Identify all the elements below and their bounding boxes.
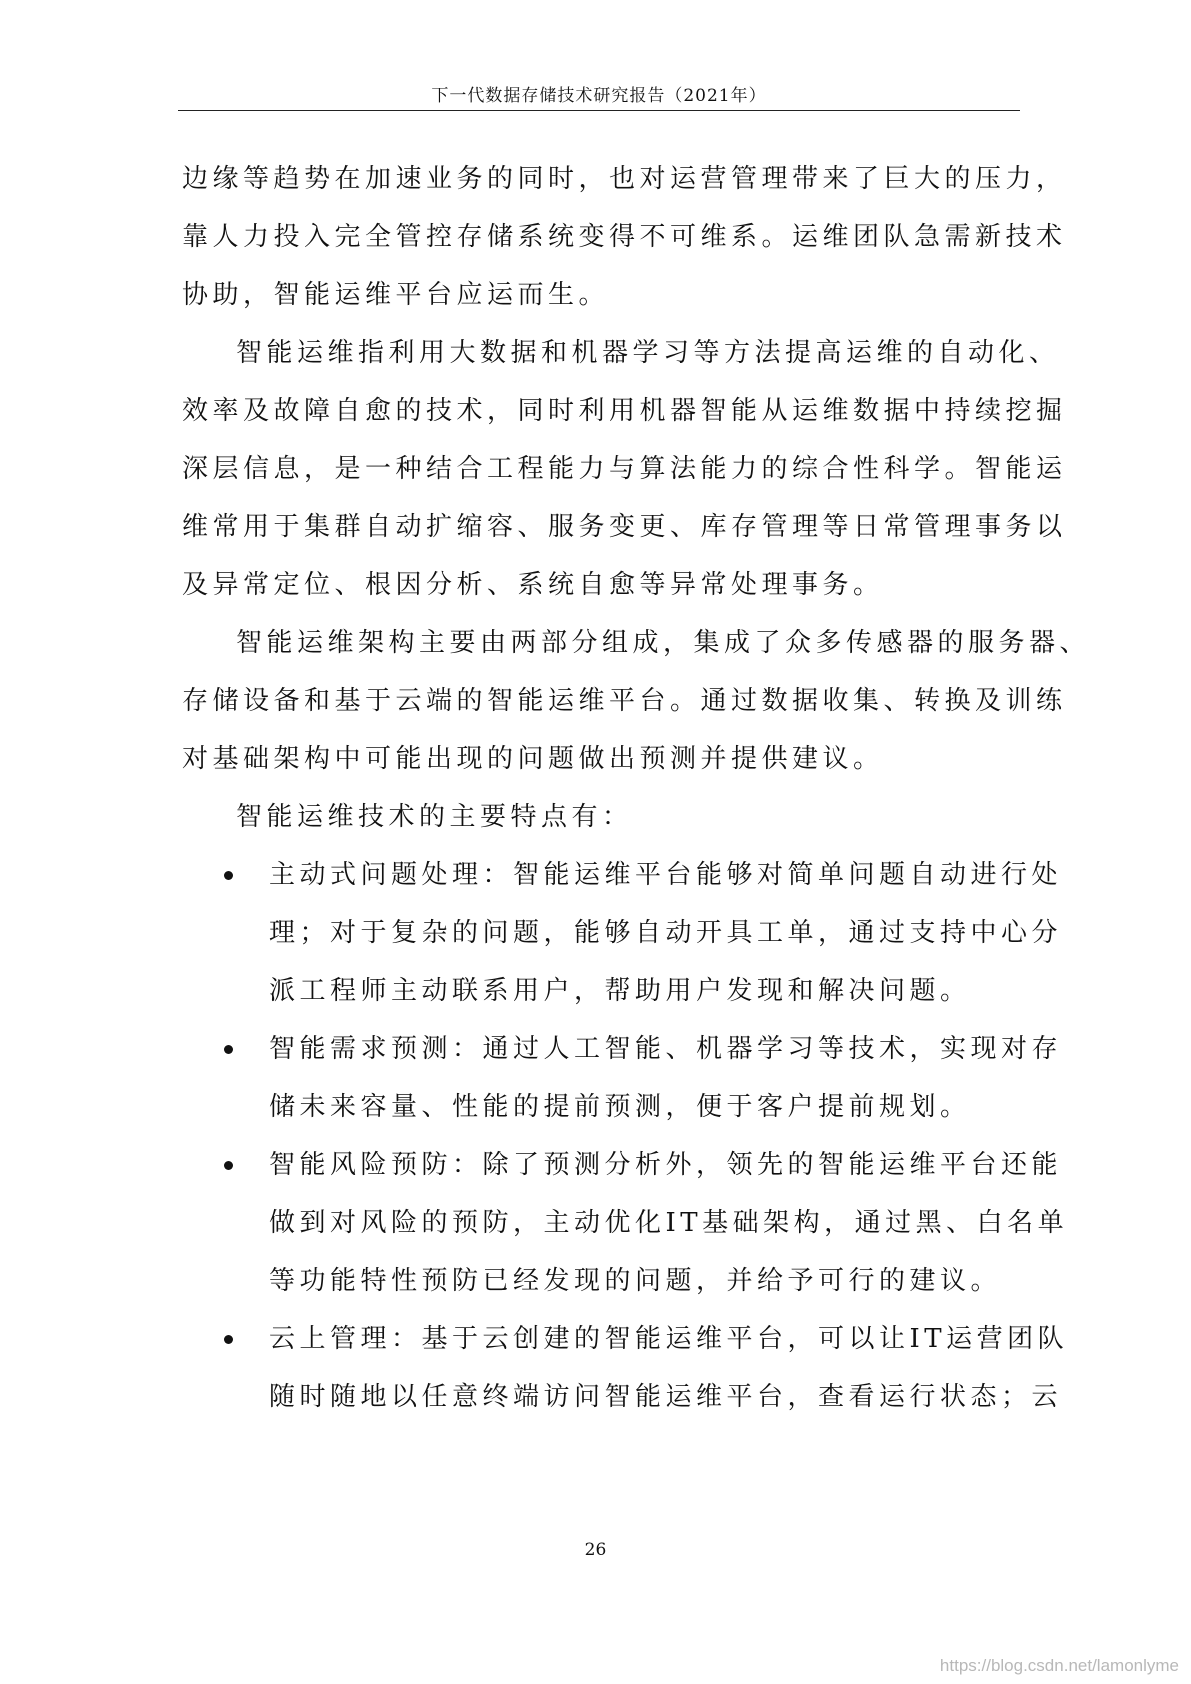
text-line: 智能运维技术的主要特点有： bbox=[236, 802, 633, 832]
paragraph bbox=[182, 788, 1002, 846]
text-line: 智能风险预防：除了预测分析外，领先的智能运维平台还能 bbox=[269, 1150, 1063, 1180]
text-line: 做到对风险的预防，主动优化IT基础架构，通过黑、白名单 bbox=[269, 1208, 1069, 1238]
bullet-item bbox=[182, 1136, 1069, 1310]
bullet-item bbox=[182, 1020, 1063, 1136]
text-line: 随时随地以任意终端访问智能运维平台，查看运行状态；云 bbox=[269, 1382, 1063, 1412]
header-rule bbox=[178, 110, 1020, 111]
text-line: 智能需求预测：通过人工智能、机器学习等技术，实现对存 bbox=[269, 1034, 1063, 1064]
text-line: 靠人力投入完全管控存储系统变得不可维系。运维团队急需新技术 bbox=[182, 222, 1067, 252]
page-header-title: 下一代数据存储技术研究报告（2021年） bbox=[431, 86, 767, 106]
text-line: 储未来容量、性能的提前预测，便于客户提前规划。 bbox=[269, 1092, 971, 1122]
paragraph bbox=[182, 324, 1067, 614]
bullet-icon bbox=[224, 1045, 233, 1054]
bullet-icon bbox=[224, 1161, 233, 1170]
document-body bbox=[182, 150, 1091, 1426]
paragraph bbox=[182, 150, 1067, 324]
text-line: 协助，智能运维平台应运而生。 bbox=[182, 280, 610, 310]
text-line: 智能运维架构主要由两部分组成，集成了众多传感器的服务器、 bbox=[236, 628, 1091, 658]
text-line: 深层信息，是一种结合工程能力与算法能力的综合性科学。智能运 bbox=[182, 454, 1067, 484]
text-line: 及异常定位、根因分析、系统自愈等异常处理事务。 bbox=[182, 570, 884, 600]
text-line: 主动式问题处理：智能运维平台能够对简单问题自动进行处 bbox=[269, 860, 1063, 890]
text-line: 智能运维指利用大数据和机器学习等方法提高运维的自动化、 bbox=[236, 338, 1060, 368]
bullet-item bbox=[182, 846, 1063, 1020]
text-line: 效率及故障自愈的技术，同时利用机器智能从运维数据中持续挖掘 bbox=[182, 396, 1067, 426]
text-line: 理；对于复杂的问题，能够自动开具工单，通过支持中心分 bbox=[269, 918, 1063, 948]
bullet-item bbox=[182, 1310, 1069, 1426]
bullet-icon bbox=[224, 1335, 233, 1344]
watermark-text: https://blog.csdn.net/lamonlyme bbox=[939, 1656, 1179, 1675]
text-line: 派工程师主动联系用户，帮助用户发现和解决问题。 bbox=[269, 976, 971, 1006]
text-line: 云上管理：基于云创建的智能运维平台，可以让IT运营团队 bbox=[269, 1324, 1069, 1354]
bullet-icon bbox=[224, 871, 233, 880]
paragraph bbox=[182, 614, 1091, 788]
page-number: 26 bbox=[584, 1540, 607, 1560]
text-line: 存储设备和基于云端的智能运维平台。通过数据收集、转换及训练 bbox=[182, 686, 1067, 716]
text-line: 等功能特性预防已经发现的问题，并给予可行的建议。 bbox=[269, 1266, 1002, 1296]
text-line: 对基础架构中可能出现的问题做出预测并提供建议。 bbox=[182, 744, 884, 774]
text-line: 维常用于集群自动扩缩容、服务变更、库存管理等日常管理事务以 bbox=[182, 512, 1067, 542]
text-line: 边缘等趋势在加速业务的同时，也对运营管理带来了巨大的压力， bbox=[182, 164, 1067, 194]
